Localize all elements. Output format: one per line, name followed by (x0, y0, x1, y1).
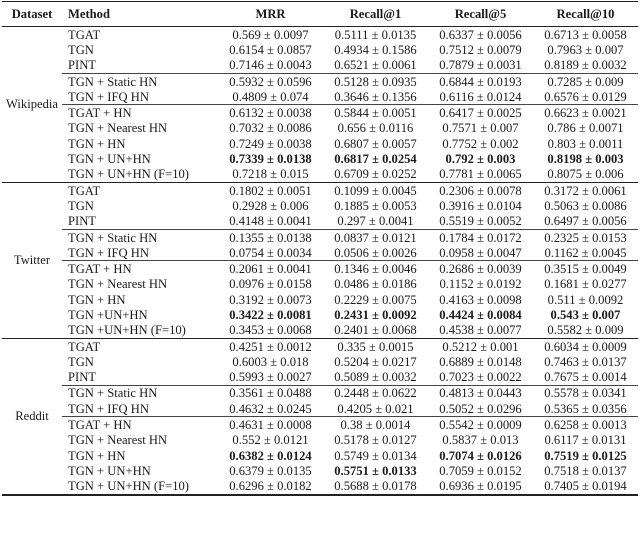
table-row (2, 73, 638, 89)
method-cell: TGAT (62, 338, 218, 354)
mrr-cell: 0.2061 ± 0.0041 (218, 261, 323, 277)
method-cell: TGAT (62, 182, 218, 198)
recall10-cell: 0.6258 ± 0.0013 (533, 417, 638, 433)
mrr-cell: 0.0754 ± 0.0034 (229, 245, 312, 260)
recall10-cell: 0.6623 ± 0.0021 (533, 105, 638, 121)
recall1-cell: 0.2448 ± 0.0622 (323, 385, 428, 401)
mrr-cell: 0.3192 ± 0.0073 (229, 292, 312, 307)
recall1-cell: 0.5749 ± 0.0134 (334, 448, 417, 463)
table-row (2, 167, 638, 183)
recall1-cell: 0.5089 ± 0.0032 (334, 370, 417, 385)
table-row (2, 277, 638, 292)
recall5-cell: 0.4538 ± 0.0077 (439, 323, 522, 338)
method-cell: TGN + UN+HN (68, 463, 151, 478)
recall5-cell: 0.7512 ± 0.0079 (439, 42, 522, 57)
recall1-cell: 0.0506 ± 0.0026 (334, 245, 417, 260)
recall10-cell: 0.5365 ± 0.0356 (544, 401, 627, 416)
recall10-cell: 0.8198 ± 0.003 (547, 152, 624, 167)
table-row (2, 58, 638, 74)
mrr-cell: 0.6296 ± 0.0182 (218, 479, 323, 495)
recall10-cell: 0.1681 ± 0.0277 (544, 277, 627, 292)
header-recall1: Recall@1 (323, 2, 428, 27)
recall10-cell: 0.5582 ± 0.009 (547, 323, 624, 338)
recall1-cell: 0.1885 ± 0.0053 (334, 198, 417, 213)
mrr-cell: 0.7218 ± 0.015 (232, 167, 309, 182)
header-row (2, 2, 638, 27)
mrr-cell: 0.5932 ± 0.0596 (218, 73, 323, 89)
mrr-cell: 0.7249 ± 0.0038 (229, 136, 312, 151)
mrr-cell: 0.3453 ± 0.0068 (229, 323, 312, 338)
recall5-cell: 0.7059 ± 0.0152 (439, 463, 522, 478)
table-row (2, 323, 638, 339)
recall10-cell: 0.6713 ± 0.0058 (533, 27, 638, 43)
recall1-cell: 0.2401 ± 0.0068 (334, 323, 417, 338)
recall5-cell: 0.2686 ± 0.0039 (428, 261, 533, 277)
recall1-cell: 0.1346 ± 0.0046 (323, 261, 428, 277)
recall5-cell: 0.6844 ± 0.0193 (428, 73, 533, 89)
dataset-name: Reddit (2, 338, 62, 494)
recall10-cell: 0.786 ± 0.0071 (547, 121, 624, 136)
table-row (2, 198, 638, 213)
recall10-cell: 0.5063 ± 0.0086 (544, 198, 627, 213)
recall5-cell: 0.4424 ± 0.0084 (439, 307, 522, 322)
method-cell: TGN + UN+HN (F=10) (68, 167, 189, 182)
recall5-cell: 0.7752 ± 0.002 (442, 136, 519, 151)
recall1-cell: 0.4934 ± 0.1586 (334, 42, 417, 57)
method-cell: TGN + HN (68, 136, 126, 151)
method-cell: TGN + IFQ HN (68, 401, 149, 416)
mrr-cell: 0.4148 ± 0.0041 (229, 214, 312, 229)
mrr-cell: 0.6154 ± 0.0857 (229, 42, 312, 57)
results-table (2, 1, 638, 496)
method-cell: TGAT + HN (62, 105, 218, 121)
recall5-cell: 0.4813 ± 0.0443 (428, 385, 533, 401)
recall1-cell: 0.3646 ± 0.1356 (334, 89, 417, 104)
recall10-cell: 0.6576 ± 0.0129 (544, 89, 627, 104)
recall10-cell: 0.3172 ± 0.0061 (533, 182, 638, 198)
method-cell: TGN + UN+HN (F=10) (62, 479, 218, 495)
table-row (2, 121, 638, 136)
method-cell: TGN + UN+HN (68, 152, 151, 167)
recall10-cell: 0.7675 ± 0.0014 (544, 370, 627, 385)
recall10-cell: 0.2325 ± 0.0153 (533, 229, 638, 245)
recall1-cell: 0.2229 ± 0.0075 (334, 292, 417, 307)
recall1-cell: 0.5178 ± 0.0127 (334, 433, 417, 448)
method-cell: TGN + HN (68, 448, 126, 463)
table-row (2, 105, 638, 121)
header-method: Method (62, 2, 218, 27)
mrr-cell: 0.6132 ± 0.0038 (218, 105, 323, 121)
recall10-cell: 0.7285 ± 0.009 (533, 73, 638, 89)
mrr-cell: 0.3561 ± 0.0488 (218, 385, 323, 401)
table-row (2, 354, 638, 369)
table-row (2, 417, 638, 433)
recall5-cell: 0.6116 ± 0.0124 (439, 89, 522, 104)
header-recall5: Recall@5 (428, 2, 533, 27)
table-row (2, 229, 638, 245)
mrr-cell: 0.4809 ± 0.074 (232, 89, 309, 104)
table-row (2, 151, 638, 166)
recall5-cell: 0.7781 ± 0.0065 (439, 167, 522, 182)
method-cell: TGAT (62, 27, 218, 43)
recall10-cell: 0.5578 ± 0.0341 (533, 385, 638, 401)
recall1-cell: 0.5111 ± 0.0135 (323, 27, 428, 43)
method-cell: TGN + Nearest HN (68, 277, 168, 292)
table-row (2, 479, 638, 495)
header-recall10: Recall@10 (533, 2, 638, 27)
method-cell: TGN (68, 198, 94, 213)
recall1-cell: 0.656 ± 0.0116 (337, 121, 414, 136)
recall5-cell: 0.1152 ± 0.0192 (439, 277, 522, 292)
recall1-cell: 0.2431 ± 0.0092 (334, 307, 417, 322)
method-cell: PINT (68, 58, 96, 73)
recall5-cell: 0.5519 ± 0.0052 (439, 214, 522, 229)
mrr-cell: 0.6382 ± 0.0124 (229, 448, 312, 463)
method-cell: TGN + HN (68, 292, 126, 307)
table-row (2, 385, 638, 401)
method-cell: TGAT + HN (62, 261, 218, 277)
method-cell: TGN +UN+HN (68, 307, 148, 322)
recall1-cell: 0.1099 ± 0.0045 (323, 182, 428, 198)
method-cell: TGAT + HN (62, 417, 218, 433)
recall5-cell: 0.7879 ± 0.0031 (439, 58, 522, 73)
dataset-name: Twitter (2, 182, 62, 338)
recall10-cell: 0.7963 ± 0.007 (547, 42, 624, 57)
mrr-cell: 0.1355 ± 0.0138 (218, 229, 323, 245)
recall5-cell: 0.5837 ± 0.013 (442, 433, 519, 448)
recall1-cell: 0.5844 ± 0.0051 (323, 105, 428, 121)
mrr-cell: 0.552 ± 0.0121 (232, 433, 309, 448)
recall10-cell: 0.7518 ± 0.0137 (544, 463, 627, 478)
recall5-cell: 0.6417 ± 0.0025 (428, 105, 533, 121)
mrr-cell: 0.7146 ± 0.0043 (229, 58, 312, 73)
recall10-cell: 0.6497 ± 0.0056 (544, 214, 627, 229)
recall1-cell: 0.6709 ± 0.0252 (334, 167, 417, 182)
recall5-cell: 0.5212 ± 0.001 (428, 338, 533, 354)
recall5-cell: 0.7571 ± 0.007 (442, 121, 519, 136)
mrr-cell: 0.5993 ± 0.0027 (229, 370, 312, 385)
recall1-cell: 0.4205 ± 0.021 (337, 401, 414, 416)
recall1-cell: 0.38 ± 0.0014 (323, 417, 428, 433)
recall5-cell: 0.2306 ± 0.0078 (428, 182, 533, 198)
recall10-cell: 0.6034 ± 0.0009 (533, 338, 638, 354)
table-row (2, 401, 638, 417)
dataset-name: Wikipedia (2, 27, 62, 183)
method-cell: TGN + IFQ HN (68, 245, 149, 260)
mrr-cell: 0.4632 ± 0.0245 (229, 401, 312, 416)
recall5-cell: 0.5542 ± 0.0009 (428, 417, 533, 433)
recall1-cell: 0.6807 ± 0.0057 (334, 136, 417, 151)
recall10-cell: 0.803 ± 0.0011 (547, 136, 624, 151)
table-row (2, 370, 638, 386)
recall10-cell: 0.7519 ± 0.0125 (544, 448, 627, 463)
recall10-cell: 0.1162 ± 0.0045 (544, 245, 627, 260)
recall1-cell: 0.297 ± 0.0041 (337, 214, 414, 229)
mrr-cell: 0.7032 ± 0.0086 (229, 121, 312, 136)
mrr-cell: 0.6379 ± 0.0135 (229, 463, 312, 478)
method-cell: TGN + IFQ HN (68, 89, 149, 104)
recall5-cell: 0.0958 ± 0.0047 (439, 245, 522, 260)
method-cell: TGN + Static HN (62, 385, 218, 401)
table-row (2, 307, 638, 322)
mrr-cell: 0.569 ± 0.0097 (218, 27, 323, 43)
method-cell: TGN + Nearest HN (68, 121, 168, 136)
header-mrr: MRR (218, 2, 323, 27)
table-row (2, 448, 638, 463)
table-row (2, 338, 638, 354)
table-row (2, 245, 638, 261)
method-cell: PINT (68, 370, 96, 385)
method-cell: TGN + Static HN (62, 73, 218, 89)
recall10-cell: 0.8189 ± 0.0032 (544, 58, 627, 73)
mrr-cell: 0.2928 ± 0.006 (232, 198, 309, 213)
table-row (2, 463, 638, 478)
recall10-cell: 0.3515 ± 0.0049 (533, 261, 638, 277)
mrr-cell: 0.4251 ± 0.0012 (218, 338, 323, 354)
header-dataset: Dataset (2, 2, 62, 27)
recall1-cell: 0.0486 ± 0.0186 (334, 277, 417, 292)
recall1-cell: 0.0837 ± 0.0121 (323, 229, 428, 245)
mrr-cell: 0.3422 ± 0.0081 (229, 307, 312, 322)
mrr-cell: 0.6003 ± 0.018 (232, 354, 309, 369)
table-row (2, 214, 638, 230)
table-row (2, 42, 638, 57)
recall1-cell: 0.5751 ± 0.0133 (334, 463, 417, 478)
table-row (2, 27, 638, 43)
recall10-cell: 0.7405 ± 0.0194 (533, 479, 638, 495)
recall5-cell: 0.6889 ± 0.0148 (439, 354, 522, 369)
table-row (2, 292, 638, 307)
recall10-cell: 0.511 ± 0.0092 (547, 292, 624, 307)
recall10-cell: 0.6117 ± 0.0131 (544, 433, 627, 448)
recall5-cell: 0.792 ± 0.003 (445, 152, 516, 167)
recall5-cell: 0.6936 ± 0.0195 (428, 479, 533, 495)
recall5-cell: 0.7023 ± 0.0022 (439, 370, 522, 385)
mrr-cell: 0.4631 ± 0.0008 (218, 417, 323, 433)
recall1-cell: 0.335 ± 0.0015 (323, 338, 428, 354)
table-body (2, 27, 638, 495)
recall5-cell: 0.7074 ± 0.0126 (439, 448, 522, 463)
recall10-cell: 0.543 ± 0.007 (550, 307, 621, 322)
recall1-cell: 0.5688 ± 0.0178 (323, 479, 428, 495)
table-row (2, 136, 638, 151)
method-cell: TGN +UN+HN (F=10) (68, 323, 186, 338)
method-cell: TGN (68, 42, 94, 57)
mrr-cell: 0.1802 ± 0.0051 (218, 182, 323, 198)
table-row (2, 261, 638, 277)
recall5-cell: 0.5052 ± 0.0296 (439, 401, 522, 416)
table-row (2, 89, 638, 105)
recall1-cell: 0.5128 ± 0.0935 (323, 73, 428, 89)
mrr-cell: 0.0976 ± 0.0158 (229, 277, 312, 292)
table-row (2, 433, 638, 448)
method-cell: TGN + Nearest HN (68, 433, 168, 448)
recall1-cell: 0.6817 ± 0.0254 (334, 152, 417, 167)
mrr-cell: 0.7339 ± 0.0138 (229, 152, 312, 167)
method-cell: PINT (68, 214, 96, 229)
recall1-cell: 0.5204 ± 0.0217 (334, 354, 417, 369)
recall5-cell: 0.3916 ± 0.0104 (439, 198, 522, 213)
recall5-cell: 0.6337 ± 0.0056 (428, 27, 533, 43)
recall5-cell: 0.1784 ± 0.0172 (428, 229, 533, 245)
table-row (2, 182, 638, 198)
method-cell: TGN + Static HN (62, 229, 218, 245)
recall5-cell: 0.4163 ± 0.0098 (439, 292, 522, 307)
recall10-cell: 0.8075 ± 0.006 (547, 167, 624, 182)
recall1-cell: 0.6521 ± 0.0061 (334, 58, 417, 73)
recall10-cell: 0.7463 ± 0.0137 (544, 354, 627, 369)
method-cell: TGN (68, 354, 94, 369)
